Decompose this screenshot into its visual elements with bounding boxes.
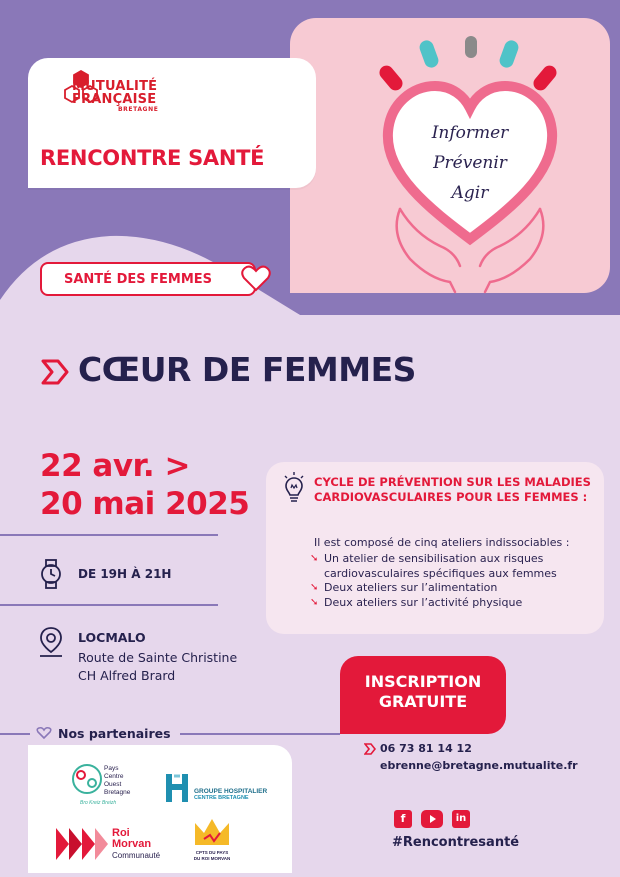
youtube-icon[interactable]	[421, 810, 443, 828]
org-name-line: FRANÇAISE	[72, 92, 157, 107]
cycle-title: CYCLE DE PRÉVENTION SUR LES MALADIES CARDIOVASCULAIRES POUR LES FEMMES :	[314, 475, 591, 504]
groupe-hospitalier-logo-icon	[162, 770, 192, 806]
list-item	[310, 596, 600, 611]
divider	[0, 733, 30, 735]
hashtag: #Rencontresanté	[392, 835, 520, 850]
date-start: 22 avr. >	[40, 448, 190, 484]
heart-small-icon	[36, 726, 52, 740]
groupe-hospitalier-name	[194, 788, 267, 801]
arrow-icon: ➘	[310, 582, 319, 593]
heart-word: Agir	[451, 183, 489, 203]
cycle-list	[310, 552, 600, 610]
pays-centre-logo-icon	[70, 762, 104, 796]
spark-lines	[377, 36, 560, 93]
partner-text: Centre	[104, 773, 124, 780]
rencontre-sante-title: RENCONTRE SANTÉ	[40, 146, 265, 170]
contact-email[interactable]: ebrenne@bretagne.mutualite.fr	[380, 759, 578, 772]
inscription-text	[340, 672, 506, 712]
list-item-text: Deux ateliers sur l’alimentation	[324, 581, 498, 594]
lightbulb-icon	[283, 472, 305, 506]
partner-text: CPTS DU PAYS	[195, 850, 229, 855]
list-item	[310, 581, 600, 596]
divider	[0, 604, 218, 606]
chevron-right-icon	[40, 358, 70, 386]
list-item-text: Deux ateliers sur l’activité physique	[324, 595, 523, 609]
date-end: 20 mai 2025	[40, 486, 250, 522]
chevron-right-small-icon	[364, 743, 376, 755]
arrow-icon: ➘	[310, 553, 319, 564]
inscription-line: GRATUITE	[378, 692, 468, 711]
cycle-intro: Il est composé de cinq ateliers indissociables :	[314, 536, 570, 549]
partner-text: GROUPE HOSPITALIER	[194, 788, 268, 795]
location-name: LOCMALO	[78, 630, 146, 645]
watch-icon	[38, 559, 64, 589]
heart-word: Prévenir	[433, 153, 507, 173]
heart-words	[418, 118, 522, 208]
partner-text: Roi	[112, 827, 130, 839]
pays-centre-tagline: Bro Kreiz Breizh	[80, 800, 117, 806]
org-name	[72, 80, 172, 106]
org-region: BRETAGNE	[118, 106, 159, 113]
partner-text: DU ROI MORVAN	[193, 855, 231, 861]
partner-text: Pays	[104, 765, 119, 772]
cpts-name	[190, 850, 234, 861]
location-address: CH Alfred Brard	[78, 668, 176, 683]
page-title: CŒUR DE FEMMES	[78, 350, 416, 389]
divider	[180, 733, 340, 735]
pays-centre-name	[104, 765, 130, 797]
org-name-line: MUTUALITÉ	[72, 79, 158, 94]
partners-label: Nos partenaires	[58, 726, 171, 741]
arrow-icon: ➘	[310, 596, 319, 608]
linkedin-icon[interactable]: in	[452, 810, 470, 828]
tag-label: SANTÉ DES FEMMES	[64, 272, 213, 287]
cpts-crown-icon	[192, 815, 232, 849]
partner-text: Bretagne	[104, 789, 131, 796]
list-item	[310, 552, 600, 581]
facebook-icon[interactable]: f	[394, 810, 412, 828]
partner-text: CENTRE BRETAGNE	[194, 795, 249, 801]
inscription-line: INSCRIPTION	[364, 672, 482, 691]
roi-morvan-name	[112, 828, 160, 861]
heart-outline-icon	[240, 262, 272, 294]
heart-word: Informer	[431, 123, 509, 143]
location-address: Route de Sainte Christine	[78, 650, 238, 665]
partner-text: Communauté	[112, 851, 161, 860]
location-pin-icon	[38, 626, 64, 658]
divider	[0, 534, 218, 536]
list-item-text: Un atelier de sensibilisation aux risques cardiovasculaires spécifiques aux femmes	[324, 552, 557, 580]
partner-text: Morvan	[112, 838, 152, 850]
time-label: DE 19H À 21H	[78, 567, 172, 581]
partner-text: Ouest	[104, 781, 122, 788]
sante-des-femmes-tag	[40, 262, 256, 296]
contact-phone[interactable]: 06 73 81 14 12	[380, 742, 472, 755]
roi-morvan-logo-icon	[56, 826, 108, 862]
